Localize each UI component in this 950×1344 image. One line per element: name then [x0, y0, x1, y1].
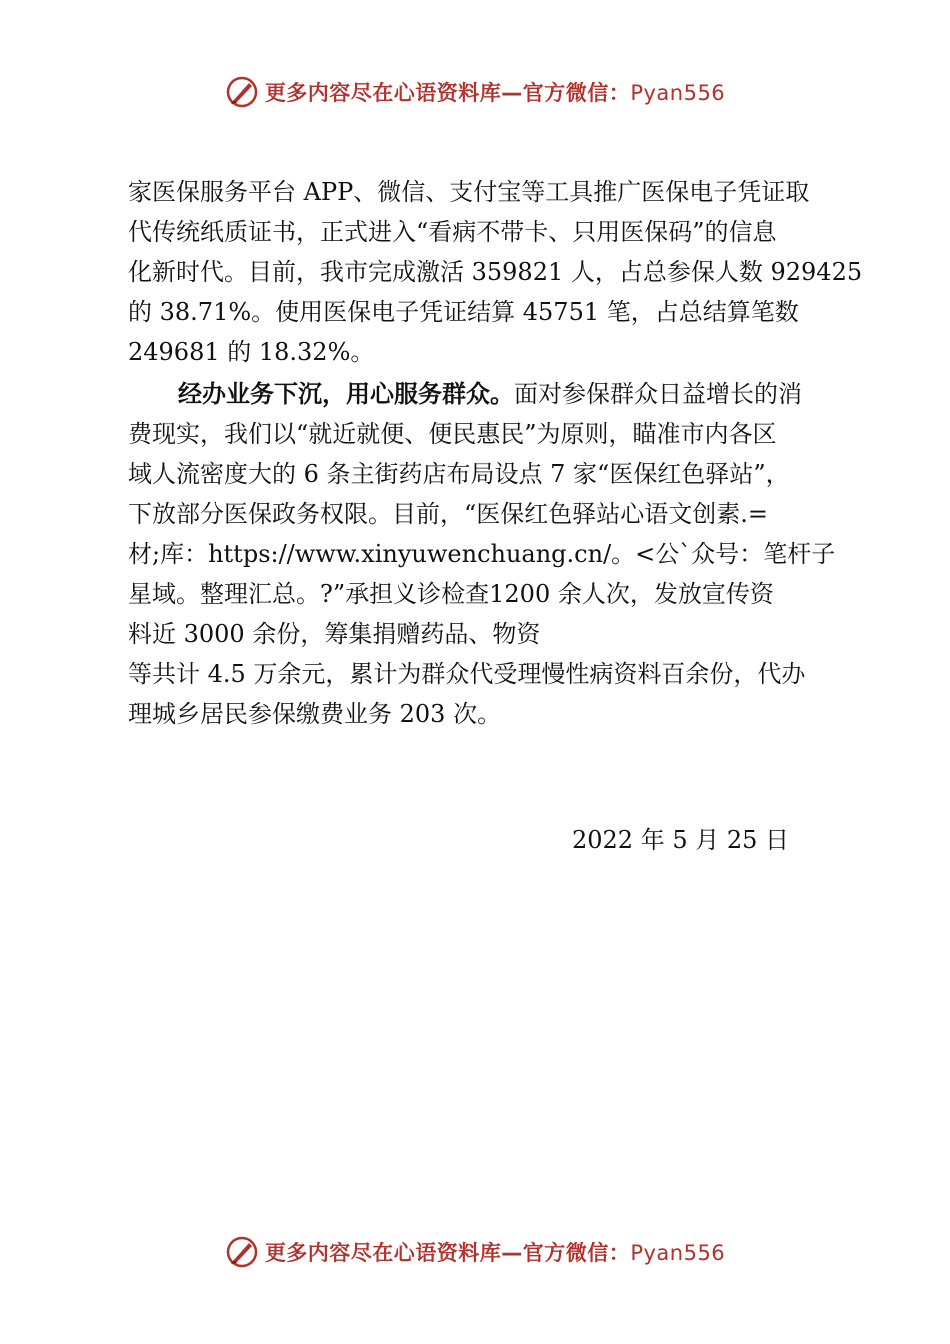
header-wechat-id: Pyan556: [630, 81, 726, 105]
header-banner-text: 更多内容尽在心语资料库—官方微信：Pyan556: [264, 81, 726, 105]
text-line: 下放部分医保政务权限。目前，“医保红色驿站心语文创素.=: [128, 500, 769, 528]
section-heading: 经办业务下沉，用心服务群众。: [178, 380, 514, 408]
document-body: [128, 172, 863, 734]
header-banner: [0, 72, 950, 112]
text-line: 等共计 4.5 万余元，累计为群众代受理慢性病资料百余份，代办: [128, 660, 806, 688]
footer-banner: [0, 1232, 950, 1272]
text-line: 理城乡居民参保缴费业务 203 次。: [128, 700, 502, 728]
text-line: 化新时代。目前，我市完成激活 359821 人，占总参保人数 929425: [128, 258, 863, 286]
text-span: 面对参保群众日益增长的消: [514, 380, 802, 408]
text-line: 料近 3000 余份，筹集捐赠药品、物资: [128, 620, 541, 648]
text-line: 的 38.71%。使用医保电子凭证结算 45751 笔，占总结算笔数: [128, 298, 799, 326]
footer-wechat-id: Pyan556: [630, 1241, 726, 1265]
pen-logo-icon: [225, 1235, 259, 1269]
footer-banner-text: 更多内容尽在心语资料库—官方微信：Pyan556: [264, 1241, 726, 1265]
pen-logo-icon: [225, 75, 259, 109]
text-line: 249681 的 18.32%。: [128, 338, 375, 366]
paragraph-heading-line: [128, 374, 848, 414]
text-line: 材;库：https://www.xinyuwenchuang.cn/。<公`众号：笔杆子: [128, 540, 836, 568]
text-line: 费现实，我们以“就近就便、便民惠民”为原则，瞄准市内各区: [128, 420, 777, 448]
text-line: 星域。整理汇总。?”承担义诊检查1200 余人次，发放宣传资: [128, 580, 774, 608]
document-date: 2022 年 5 月 25 日: [572, 826, 790, 854]
text-line: 域人流密度大的 6 条主街药店布局设点 7 家“医保红色驿站”，: [128, 460, 790, 488]
text-line: 家医保服务平台 APP、微信、支付宝等工具推广医保电子凭证取: [128, 178, 810, 206]
text-line: 代传统纸质证书，正式进入“看病不带卡、只用医保码”的信息: [128, 218, 777, 246]
